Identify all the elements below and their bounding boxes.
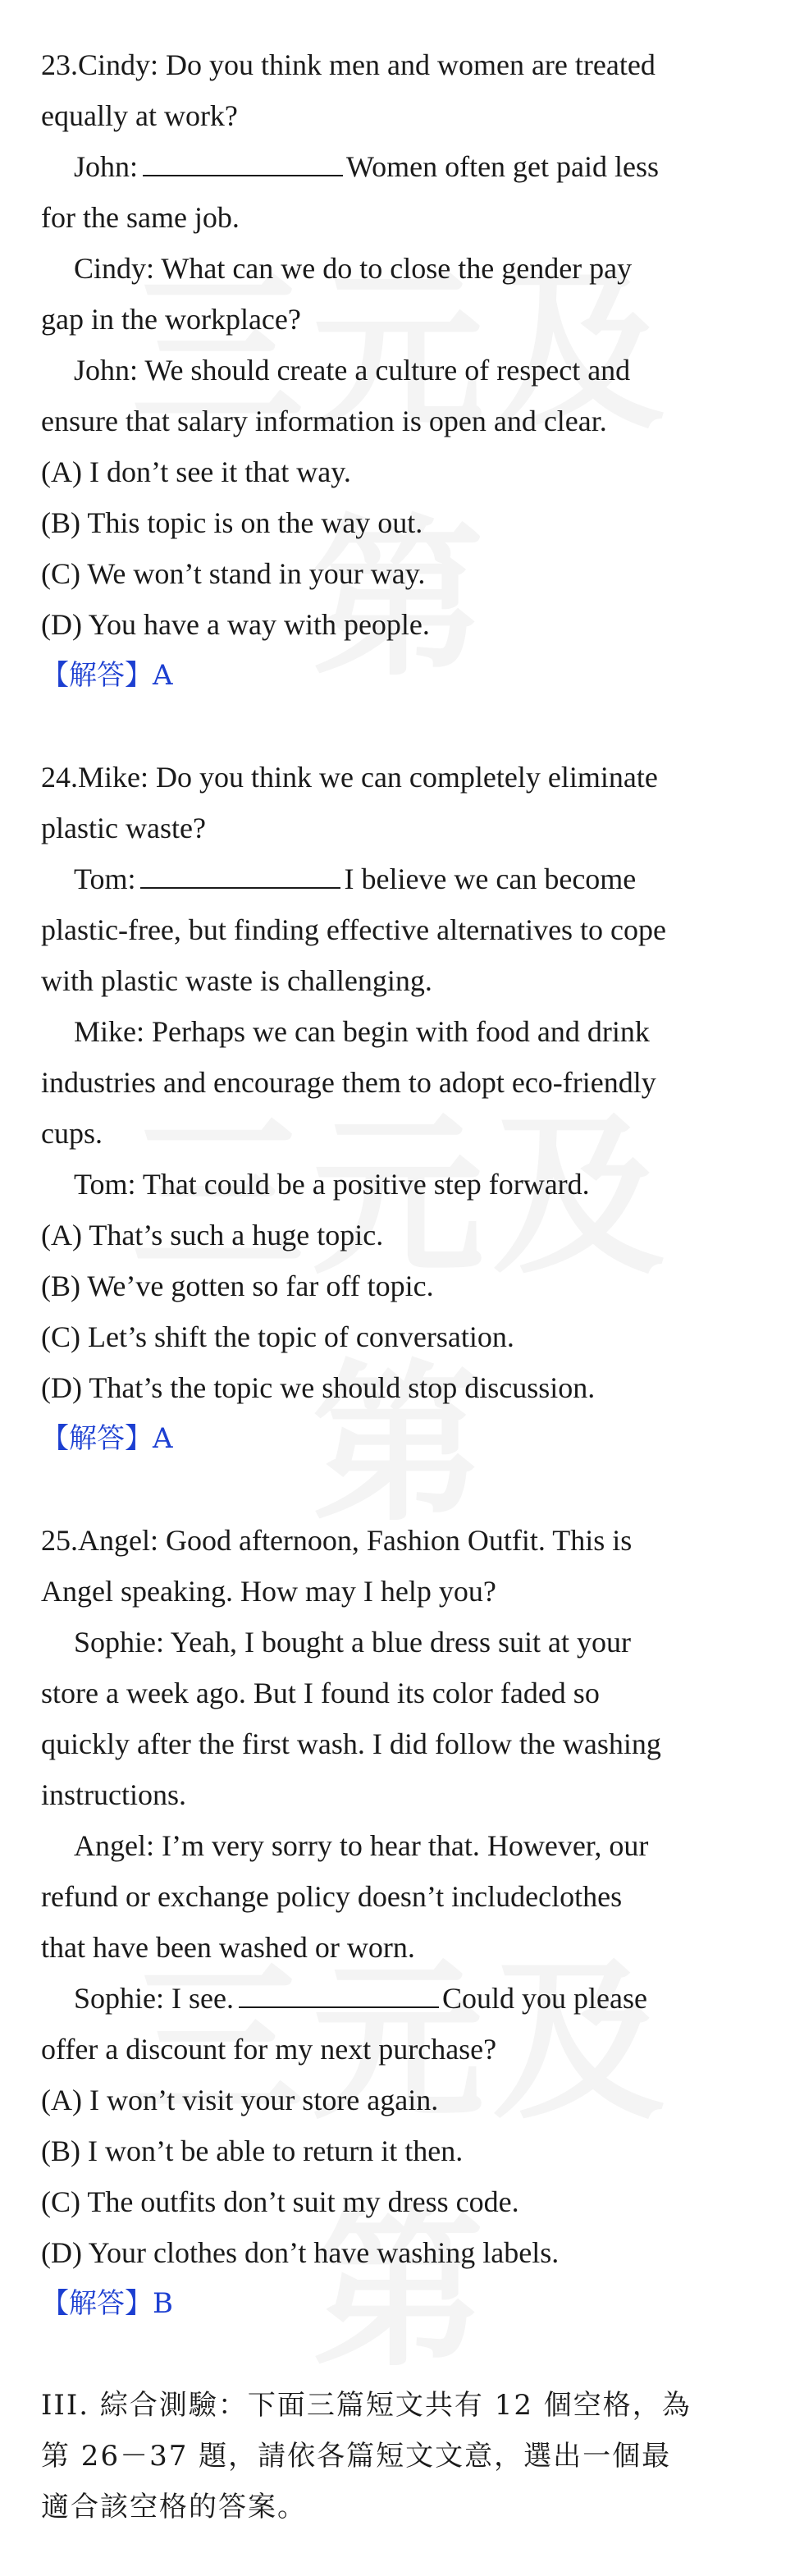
question-line: plastic-free, but finding effective alternatives to cope (41, 913, 667, 946)
question-23 (41, 39, 763, 701)
answer-blank (239, 1979, 439, 2008)
question-line: ensure that salary information is open and clear. (41, 405, 607, 437)
question-line: instructions. (41, 1778, 186, 1811)
document-page (41, 39, 763, 2533)
question-line: Sophie: Yeah, I bought a blue dress suit at your (74, 1626, 631, 1659)
question-25 (41, 1515, 763, 2329)
line-text-after-blank: I believe we can become (344, 862, 637, 895)
question-line: (B) We’ve gotten so far off topic. (41, 1270, 434, 1302)
question-line: with plastic waste is challenging. (41, 964, 432, 997)
question-line: refund or exchange policy doesn’t includeclothes (41, 1880, 623, 1913)
question-line: (A) I don’t see it that way. (41, 455, 351, 488)
section-line: 第 26－37 題，請依各篇短文文意，選出一個最 (41, 2440, 672, 2473)
question-line: that have been washed or worn. (41, 1931, 415, 1964)
question-line: 25.Angel: Good afternoon, Fashion Outfit. This is (41, 1524, 633, 1557)
question-line: Mike: Perhaps we can begin with food and drink (74, 1015, 650, 1048)
question-line: 23.Cindy: Do you think men and women are treated (41, 48, 656, 81)
question-line: (C) We won’t stand in your way. (41, 557, 426, 590)
answer-blank (140, 859, 340, 889)
question-line: (D) You have a way with people. (41, 608, 430, 641)
question-line (41, 1973, 763, 2024)
question-line: equally at work? (41, 99, 238, 132)
answer-key: 【解答】B (41, 2287, 173, 2320)
question-line: store a week ago. But I found its color faded so (41, 1677, 600, 1709)
line-text-before-blank: Tom: (74, 862, 136, 895)
question-line: John: We should create a culture of respect and (74, 354, 631, 387)
question-line: gap in the workplace? (41, 303, 301, 336)
question-line: Angel: I’m very sorry to hear that. However, our (74, 1829, 649, 1862)
spacer (41, 1464, 763, 1515)
question-line: Cindy: What can we do to close the gender pay (74, 252, 633, 285)
question-line: (A) I won’t visit your store again. (41, 2084, 439, 2116)
question-line (41, 141, 763, 192)
answer-blank (143, 147, 343, 176)
question-line: (D) Your clothes don’t have washing labels. (41, 2236, 560, 2269)
question-line: for the same job. (41, 201, 240, 234)
spacer (41, 2329, 763, 2380)
line-text-after-blank: Women often get paid less (346, 150, 660, 183)
question-line: cups. (41, 1117, 103, 1150)
line-text-before-blank: Sophie: I see. (74, 1982, 234, 2015)
question-line: 24.Mike: Do you think we can completely eliminate (41, 761, 658, 794)
question-line: (A) That’s such a huge topic. (41, 1219, 384, 1251)
question-line: offer a discount for my next purchase? (41, 2033, 497, 2066)
line-text-before-blank: John: (74, 150, 139, 183)
question-line: industries and encourage them to adopt eco-friendly (41, 1066, 656, 1099)
question-24 (41, 752, 763, 1464)
question-line: (C) Let’s shift the topic of conversation. (41, 1320, 514, 1353)
section-line: III. 綜合測驗：下面三篇短文共有 12 個空格，為 (41, 2389, 692, 2422)
answer-key: 【解答】A (41, 1422, 173, 1455)
line-text-after-blank: Could you please (441, 1982, 647, 2015)
answer-key: 【解答】A (41, 659, 173, 692)
question-line: quickly after the first wash. I did follow the washing (41, 1727, 661, 1760)
question-line: plastic waste? (41, 812, 206, 844)
question-line: Tom: That could be a positive step forward. (74, 1168, 590, 1201)
section-instructions (41, 2380, 763, 2533)
spacer (41, 701, 763, 752)
question-line: Angel speaking. How may I help you? (41, 1575, 496, 1608)
question-line: (C) The outfits don’t suit my dress code. (41, 2185, 519, 2218)
question-line: (D) That’s the topic we should stop discussion. (41, 1371, 596, 1404)
question-line (41, 853, 763, 904)
question-line: (B) I won’t be able to return it then. (41, 2134, 464, 2167)
section-line: 適合該空格的答案。 (41, 2491, 307, 2523)
question-line: (B) This topic is on the way out. (41, 506, 423, 539)
